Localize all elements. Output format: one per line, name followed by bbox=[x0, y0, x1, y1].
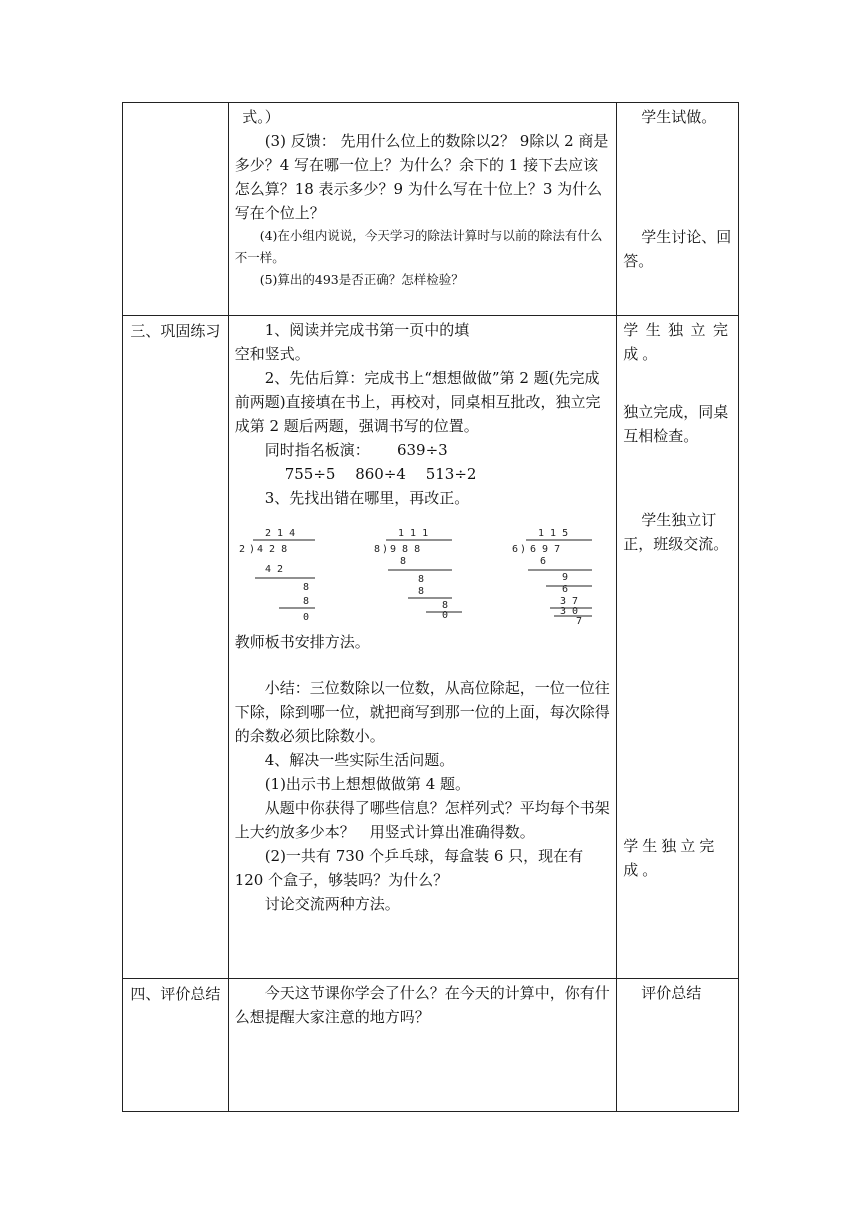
text-line: 讨论交流两种方法。 bbox=[264, 895, 400, 913]
student-text: 学生试做。 bbox=[641, 108, 717, 126]
discussion-text: (4)在小组内说说，今天学习的除法计算时与以前的除法有什么不一样。 bbox=[234, 228, 603, 265]
step: 9 bbox=[562, 572, 569, 583]
content-cell bbox=[228, 103, 617, 316]
long-division-1 bbox=[235, 524, 325, 624]
section-cell: 三、巩固练习 bbox=[123, 316, 229, 979]
table-row bbox=[123, 103, 739, 316]
step: 3 7 bbox=[560, 596, 579, 607]
table-row bbox=[123, 979, 739, 1112]
bracket: ) bbox=[382, 544, 389, 555]
step: 6 bbox=[562, 584, 569, 595]
quotient: 2 1 4 bbox=[264, 528, 295, 539]
student-text: 学生独立完成。 bbox=[623, 837, 719, 879]
long-division-exercises bbox=[235, 524, 611, 624]
quotient: 1 1 1 bbox=[398, 528, 429, 539]
long-division-2 bbox=[372, 524, 462, 624]
divisor: 8 bbox=[374, 544, 381, 555]
step: 8 bbox=[400, 556, 407, 567]
content-cell bbox=[228, 316, 617, 979]
check-text: (5)算出的493是否正确？怎样检验？ bbox=[259, 272, 464, 287]
text-line: 1、阅读并完成书第一页中的填 bbox=[264, 321, 470, 339]
dividend: 6 9 7 bbox=[530, 544, 561, 555]
long-division-3 bbox=[510, 524, 600, 624]
step: 8 bbox=[302, 596, 309, 607]
table-row bbox=[123, 316, 739, 979]
student-text: 学生独立订正，班级交流。 bbox=[623, 511, 729, 553]
student-text: 学生独立完成。 bbox=[623, 321, 732, 363]
divisor: 6 bbox=[512, 544, 519, 555]
step: 8 bbox=[418, 586, 425, 597]
text-line: 空和竖式。 bbox=[234, 345, 310, 363]
student-cell bbox=[617, 979, 739, 1112]
text-line: (1)出示书上想想做做第 4 题。 bbox=[264, 775, 471, 793]
student-cell bbox=[617, 103, 739, 316]
step: 7 bbox=[576, 616, 583, 624]
dividend: 4 2 8 bbox=[256, 544, 287, 555]
text-line: 755÷5 860÷4 513÷2 bbox=[284, 465, 477, 483]
section-cell bbox=[123, 103, 229, 316]
student-cell bbox=[617, 316, 739, 979]
step: 8 bbox=[442, 600, 449, 611]
bracket: ) bbox=[248, 544, 255, 555]
text-line: 今天这节课你学会了什么？在今天的计算中，你有什么想提醒大家注意的地方吗？ bbox=[234, 984, 610, 1026]
step: 0 bbox=[302, 612, 309, 623]
step: 6 bbox=[540, 556, 547, 567]
section-cell: 四、评价总结 bbox=[123, 979, 229, 1112]
divisor: 2 bbox=[238, 544, 245, 555]
student-text: 评价总结 bbox=[641, 984, 702, 1002]
lesson-plan-table bbox=[122, 102, 739, 1112]
student-text: 独立完成，同桌互相检查。 bbox=[623, 403, 729, 445]
student-text: 学生讨论、回答。 bbox=[623, 228, 732, 270]
feedback-text: (3) 反馈： 先用什么位上的数除以2？ 9除以 2 商是多少？4 写在哪一位上？为什么？余下的 1 接下去应该怎么算？18 表示多少？9 为什么写在十位上？3 为什么写在个位上？ bbox=[234, 132, 609, 222]
step: 3 0 bbox=[560, 606, 579, 617]
quotient: 1 1 5 bbox=[538, 528, 569, 539]
dividend: 9 8 8 bbox=[390, 544, 421, 555]
step: 0 bbox=[442, 610, 449, 621]
text-line: 同时指名板演： 639÷3 bbox=[264, 441, 448, 459]
text-line: 4、解决一些实际生活问题。 bbox=[264, 751, 455, 769]
step: 4 2 bbox=[264, 564, 283, 575]
text-line: 从题中你获得了哪些信息？怎样列式？平均每个书架上大约放多少本？ 用竖式计算出准确得数。 bbox=[234, 799, 610, 841]
bracket: ) bbox=[520, 544, 527, 555]
text-line: 教师板书安排方法。 bbox=[234, 633, 370, 651]
step: 8 bbox=[302, 582, 309, 593]
text-line: 式。） bbox=[242, 108, 280, 126]
text-line: 3、先找出错在哪里，再改正。 bbox=[264, 489, 470, 507]
step: 8 bbox=[418, 574, 425, 585]
text-line: 2、先估后算：完成书上“想想做做”第 2 题(先完成前两题)直接填在书上，再校对，同桌相互批改，独立完成第 2 题后两题，强调书写的位置。 bbox=[234, 369, 601, 435]
content-cell bbox=[228, 979, 617, 1112]
summary-text: 小结：三位数除以一位数，从高位除起，一位一位往下除，除到哪一位，就把商写到那一位的上面，每次除得的余数必须比除数小。 bbox=[234, 679, 610, 745]
text-line: (2)一共有 730 个乒乓球，每盒装 6 只，现在有 120 个盒子，够装吗？为什么？ bbox=[234, 847, 584, 889]
